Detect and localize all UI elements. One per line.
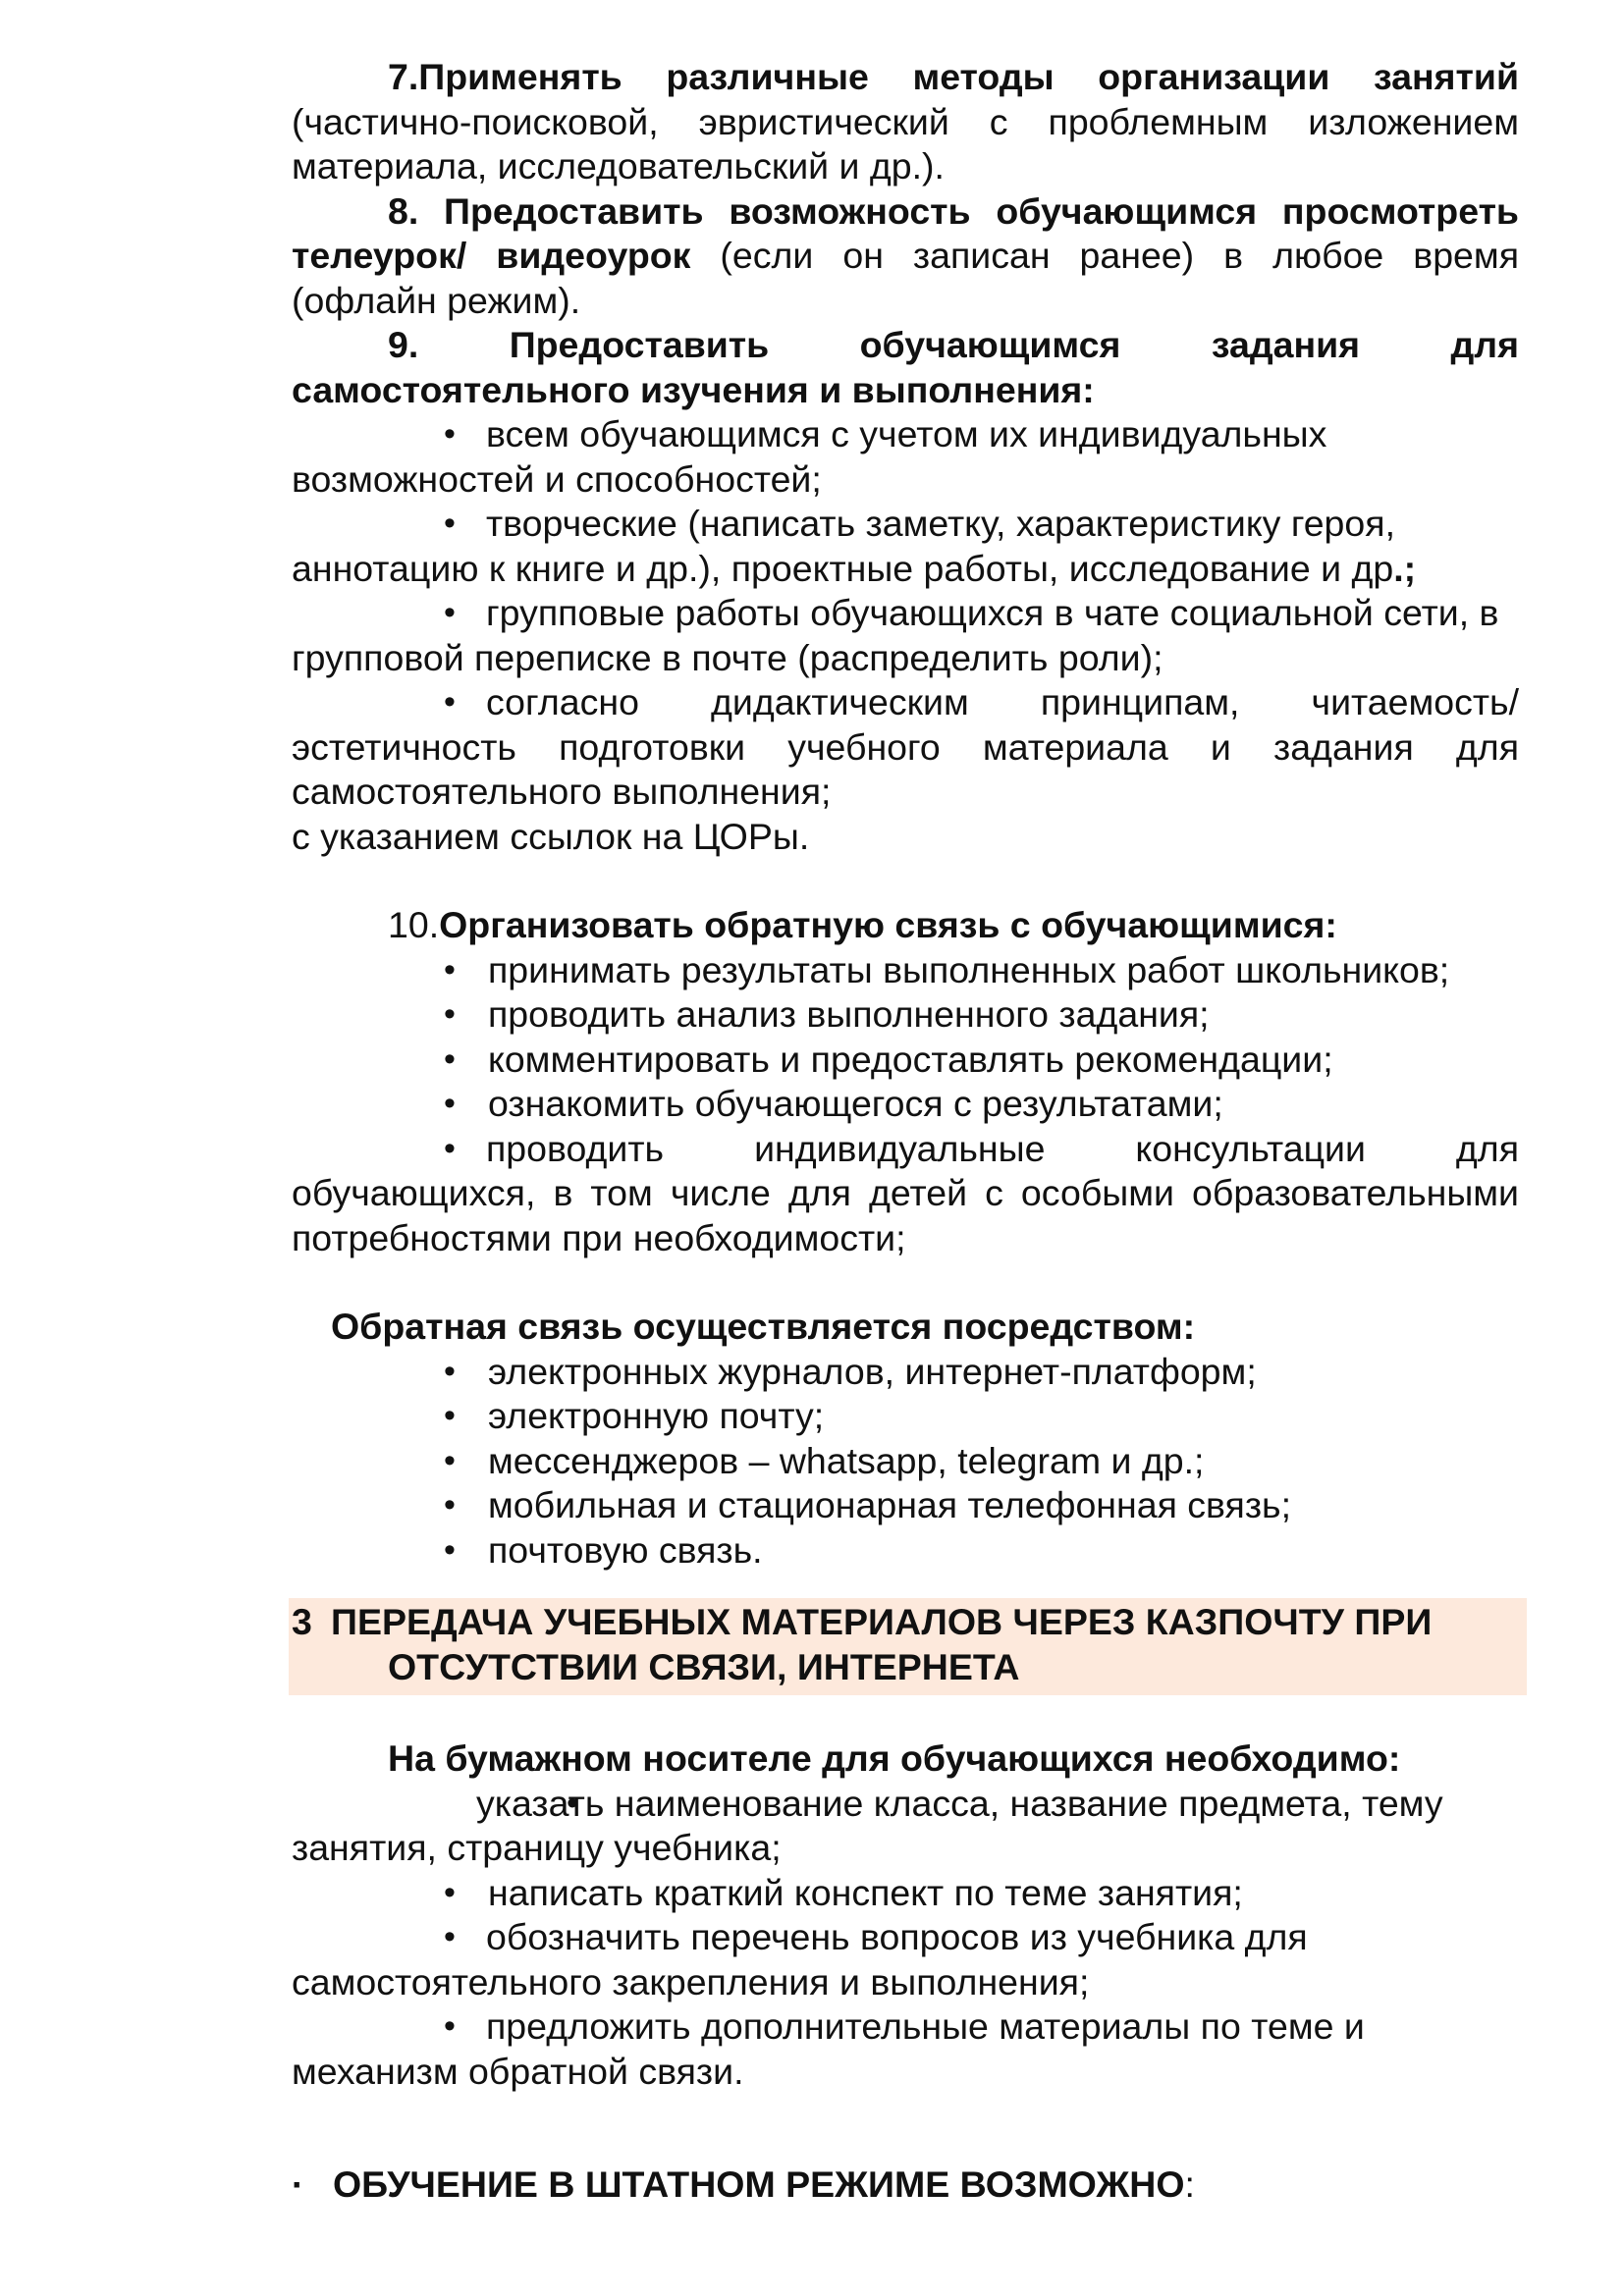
section-3-heading [289,1598,1527,1695]
list-item: • предложить дополнительные материалы по теме и механизм обратной связи. [292,2004,1519,2094]
list-item: • почтовую связь. [292,1528,1519,1574]
item-10-title: 10.Организовать обратную связь с обучающимися: [388,904,1337,945]
section-3-line2: ОТСУТСТВИИ СВЯЗИ, ИНТЕРНЕТА [388,1645,1020,1687]
item-7-title: 7.Применять различные методы организации занятий [388,56,1519,97]
list-item: • ознакомить обучающегося с результатами; [292,1082,1519,1127]
item-8-text: (если он записан ранее) в любое время (офлайн режим). [292,235,1520,321]
list-item: • принимать результаты выполненных работ школьников; [292,948,1519,993]
list-item: • написать краткий конспект по теме занятия; [292,1871,1519,1916]
list-item: • проводить индивидуальные консультации для обучающихся, в том числе для детей с особыми образовательными потребностями при необходимости; [292,1127,1519,1261]
list-item: • электронных журналов, интернет-платформ; [292,1350,1519,1395]
list-item: • согласно дидактическим принципам, читаемость/эстетичность подготовки учебного материала и задания для самостоятельного выполнения; [292,680,1519,815]
item-8 [292,189,1519,324]
list-item: • электронную почту; [292,1394,1519,1439]
list-item: • проводить анализ выполненного задания; [292,992,1519,1038]
list-item: • комментировать и предоставлять рекомендации; [292,1038,1519,1083]
list-item: • творческие (написать заметку, характеристику героя, аннотацию к книге и др.), проектные работы, исследование и др.; [292,502,1519,591]
list-item: • обозначить перечень вопросов из учебника для самостоятельного закрепления и выполнения; [292,1915,1519,2004]
paper-title: На бумажном носителе для обучающихся необходимо: [388,1737,1401,1779]
list-item: • групповые работы обучающихся в чате социальной сети, в групповой переписке в почте (распределить роли); [292,591,1519,680]
item-9-tail: с указанием ссылок на ЦОРы. [292,815,810,857]
document-body [292,55,1519,2208]
final-heading: · ОБУЧЕНИЕ В ШТАТНОМ РЕЖИМЕ ВОЗМОЖНО: [292,2163,1195,2205]
list-item: • мессенджеров – whatsapp, telegram и др.; [292,1439,1519,1484]
item-9-title-line2: самостоятельного изучения и выполнения: [292,368,1095,410]
item-7 [292,55,1519,189]
section-3-line1: 3 ПЕРЕДАЧА УЧЕБНЫХ МАТЕРИАЛОВ ЧЕРЕЗ КАЗПОЧТУ ПРИ [292,1601,1433,1642]
list-item: • мобильная и стационарная телефонная связь; [292,1483,1519,1528]
item-8-title: 8. Предоставить возможность обучающимся просмотреть телеурок/ видеоурок [292,189,1519,276]
item-7-text: (частично-поисковой, эвристический с проблемным изложением материала, исследовательский и др.). [292,100,1519,187]
list-item: • указать наименование класса, название предмета, тему занятия, страницу учебника; [292,1782,1519,1871]
list-item: • всем обучающимся с учетом их индивидуальных возможностей и способностей; [292,412,1519,502]
item-9-title-line1: 9. Предоставить обучающимся задания для [388,324,1519,365]
feedback-title: Обратная связь осуществляется посредством: [331,1306,1196,1347]
